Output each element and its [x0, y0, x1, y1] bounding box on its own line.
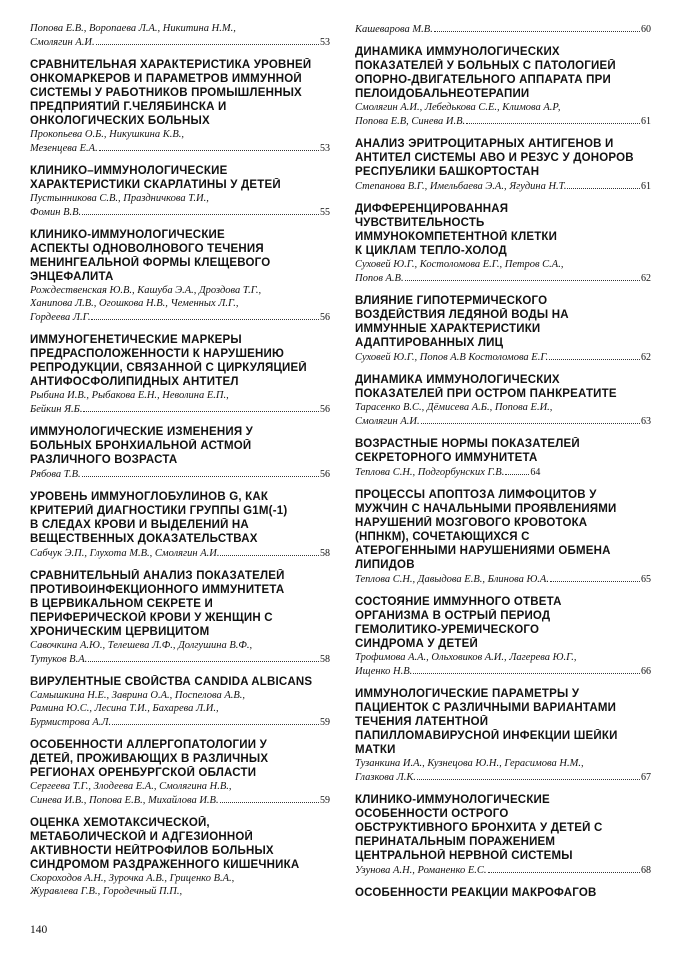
title-line: ДИНАМИКА ИММУНОЛОГИЧЕСКИХ [355, 374, 560, 386]
page-ref: 56 [320, 404, 330, 415]
title-line: ДИНАМИКА ИММУНОЛОГИЧЕСКИХ [355, 46, 560, 58]
title-line: АДАПТИРОВАННЫХ ЛИЦ [355, 337, 504, 349]
title-line: РАЗЛИЧНОГО ВОЗРАСТА [30, 454, 178, 466]
entry-authors [30, 639, 330, 666]
authors-page-line [30, 467, 330, 481]
title-line: ОНКОЛОГИЧЕСКИХ БОЛЬНЫХ [30, 115, 210, 127]
title-line: СРАВНИТЕЛЬНАЯ ХАРАКТЕРИСТИКА УРОВНЕЙ [30, 59, 312, 71]
page-ref: 60 [641, 24, 651, 35]
dot-leader [405, 271, 640, 281]
title-line: КЛИНИКО–ИММУНОЛОГИЧЕСКИЕ [30, 165, 228, 177]
authors-page-line [30, 310, 330, 324]
dot-leader [83, 402, 319, 412]
contents-entry [30, 569, 330, 666]
authors-line: Бурмистрова А.Л. [30, 717, 112, 728]
page-ref: 55 [320, 207, 330, 218]
title-line: ВЕЩЕСТВЕННЫХ ДОКАЗАТЕЛЬСТВАХ [30, 533, 258, 545]
title-line: УРОВЕНЬ ИММУНОГЛОБУЛИНОВ G, КАК [30, 491, 269, 503]
title-line: ПРОТИВОИНФЕКЦИОННОГО ИММУНИТЕТА [30, 584, 285, 596]
authors-line: Самышкина Н.Е., Заврина О.А., Поспелова А.В., [30, 690, 246, 701]
entry-title [30, 675, 330, 689]
title-line: ОПОРНО-ДВИГАТЕЛЬНОГО АППАРАТА ПРИ [355, 74, 611, 86]
page-ref: 58 [320, 654, 330, 665]
contents-entry [355, 437, 651, 479]
dot-leader [96, 35, 319, 45]
authors-line: Смолягин А.И. [355, 416, 420, 427]
authors-page-line [355, 770, 651, 784]
entry-authors [30, 780, 330, 807]
page-ref: 61 [641, 181, 651, 192]
entry-authors [30, 22, 330, 49]
title-line: АТЕРОГЕННЫМИ НАРУШЕНИЯМИ ОБМЕНА [355, 545, 611, 557]
authors-line: Суховей Ю.Г., Костоломова Е.Г., Петров С.А., [355, 259, 564, 270]
authors-page-line [30, 141, 330, 155]
contents-entry [355, 373, 651, 428]
contents-entry [30, 333, 330, 416]
entry-title [355, 793, 651, 863]
contents-entry [355, 488, 651, 586]
dot-leader [88, 652, 319, 662]
authors-page-line [355, 664, 651, 678]
entry-title [355, 202, 651, 258]
entry-authors [355, 651, 651, 678]
entry-authors [355, 350, 651, 364]
entry-authors [30, 467, 330, 481]
title-line: ОЦЕНКА ХЕМОТАКСИЧЕСКОЙ, [30, 817, 210, 829]
dot-leader [417, 770, 640, 780]
title-line: ИММУНОКОМПЕТЕНТНОЙ КЛЕТКИ [355, 231, 558, 243]
title-line: ЦЕНТРАЛЬНОЙ НЕРВНОЙ СИСТЕМЫ [355, 850, 573, 862]
contents-entry [30, 816, 330, 898]
page-ref: 64 [530, 467, 541, 478]
entry-title [355, 595, 651, 651]
title-line: АНТИТЕЛ СИСТЕМЫ АВО И РЕЗУС У ДОНОРОВ [355, 152, 634, 164]
contents-entry [355, 22, 651, 36]
authors-line: Прокопьева О.Б., Никушкина К.В., [30, 129, 185, 140]
dot-leader [99, 141, 319, 151]
title-line: В ЦЕРВИКАЛЬНОМ СЕКРЕТЕ И [30, 598, 213, 610]
dot-leader [91, 310, 319, 320]
page-ref: 65 [641, 574, 651, 585]
dot-leader [220, 546, 319, 556]
title-line: СИНДРОМОМ РАЗДРАЖЕННОГО КИШЕЧНИКА [30, 859, 300, 871]
contents-entry [30, 164, 330, 219]
entry-title [30, 425, 330, 467]
authors-line: Рождественская Ю.В., Кашуба Э.А., Дроздова Т.Г., [30, 285, 262, 296]
title-line: РЕСПУБЛИКИ БАШКОРТОСТАН [355, 166, 540, 178]
page-ref: 56 [320, 469, 330, 480]
entry-authors [355, 401, 651, 428]
title-line: ЛИПИДОВ [355, 559, 415, 571]
authors-line: Тутуков В.А. [30, 654, 88, 665]
dot-leader [220, 793, 319, 803]
authors-line: Ищенко Н.В. [355, 666, 413, 677]
title-line: ХАРАКТЕРИСТИКИ СКАРЛАТИНЫ У ДЕТЕЙ [30, 179, 281, 191]
title-line: ПРОЦЕССЫ АПОПТОЗА ЛИМФОЦИТОВ У [355, 489, 597, 501]
authors-line: Теплова С.Н., Подгорбунских Г.В. [355, 467, 505, 478]
contents-entry [30, 490, 330, 560]
title-line: ПЕРИНАТАЛЬНЫМ ПОРАЖЕНИЕМ [355, 836, 556, 848]
authors-page-line [355, 22, 651, 36]
title-line: ПАПИЛЛОМАВИРУСНОЙ ИНФЕКЦИИ ШЕЙКИ [355, 730, 618, 742]
authors-page-line [30, 793, 330, 807]
page-ref: 59 [320, 717, 330, 728]
title-line: МЕТАБОЛИЧЕСКОЙ И АДГЕЗИОННОЙ [30, 831, 254, 843]
dot-leader [466, 114, 640, 124]
authors-line: Рябова Т.В. [30, 469, 81, 480]
title-line: ПРЕДПРИЯТИЙ Г.ЧЕЛЯБИНСКА И [30, 101, 227, 113]
title-line: ВЛИЯНИЕ ГИПОТЕРМИЧЕСКОГО [355, 295, 548, 307]
entry-authors [355, 465, 651, 479]
title-line: ДЕТЕЙ, ПРОЖИВАЮЩИХ В РАЗЛИЧНЫХ [30, 753, 269, 765]
authors-page-line [355, 414, 651, 428]
title-line: ХРОНИЧЕСКИМ ЦЕРВИЦИТОМ [30, 626, 210, 638]
title-line: СОСТОЯНИЕ ИММУННОГО ОТВЕТА [355, 596, 562, 608]
authors-line: Тузанкина И.А., Кузнецова Ю.Н., Герасимова Н.М., [355, 758, 584, 769]
title-line: КРИТЕРИЙ ДИАГНОСТИКИ ГРУППЫ G1M(-1) [30, 505, 288, 517]
authors-line: Бейкин Я.Б. [30, 404, 83, 415]
entry-authors [30, 284, 330, 324]
authors-line: Попова Е.В, Синева И.В. [355, 116, 466, 127]
title-line: К ЦИКЛАМ ТЕПЛО-ХОЛОД [355, 245, 507, 257]
title-line: ГЕМОЛИТИКО-УРЕМИЧЕСКОГО [355, 624, 540, 636]
authors-line: Гордеева Л.Г. [30, 312, 91, 323]
authors-page-line [30, 402, 330, 416]
contents-entry [355, 687, 651, 784]
title-line: ПРЕДРАСПОЛОЖЕННОСТИ К НАРУШЕНИЮ [30, 348, 285, 360]
authors-page-line [355, 114, 651, 128]
title-line: ТЕЧЕНИЯ ЛАТЕНТНОЙ [355, 716, 489, 728]
dot-leader [549, 350, 640, 360]
authors-line: Фомин В.В. [30, 207, 82, 218]
title-line: АСПЕКТЫ ОДНОВОЛНОВОГО ТЕЧЕНИЯ [30, 243, 264, 255]
page-ref: 53 [320, 37, 330, 48]
authors-page-line [30, 35, 330, 49]
title-line: ОНКОМАРКЕРОВ И ПАРАМЕТРОВ ИММУННОЙ [30, 73, 302, 85]
authors-line: Скороходов А.Н., Зурочка А.В., Гриценко В.А., [30, 873, 235, 884]
authors-line: Попов А.В. [355, 273, 404, 284]
title-line: (НПНКМ), СОЧЕТАЮЩИХСЯ С [355, 531, 530, 543]
title-line: ОБСТРУКТИВНОГО БРОНХИТА У ДЕТЕЙ С [355, 822, 603, 834]
entry-title [355, 45, 651, 101]
page-ref: 66 [641, 666, 651, 677]
title-line: ВОЗРАСТНЫЕ НОРМЫ ПОКАЗАТЕЛЕЙ [355, 438, 580, 450]
title-line: РЕПРОДУКЦИИ, СВЯЗАННОЙ С ЦИРКУЛЯЦИЕЙ [30, 362, 307, 374]
entry-title [355, 687, 651, 757]
entry-title [30, 490, 330, 546]
contents-entry [30, 58, 330, 155]
page-ref: 61 [641, 116, 651, 127]
authors-page-line [355, 179, 651, 193]
title-line: ВОЗДЕЙСТВИЯ ЛЕДЯНОЙ ВОДЫ НА [355, 309, 569, 321]
contents-entry [30, 675, 330, 729]
entry-title [30, 333, 330, 389]
title-line: ПАЦИЕНТОК С РАЗЛИЧНЫМИ ВАРИАНТАМИ [355, 702, 617, 714]
authors-line: Сергеева Т.Г., Злодеева Е.А., Смолягина Н.В., [30, 781, 232, 792]
page-ref: 53 [320, 143, 330, 154]
contents-entry [355, 294, 651, 364]
title-line: СЕКРЕТОРНОГО ИММУНИТЕТА [355, 452, 538, 464]
page-ref: 63 [641, 416, 651, 427]
authors-page-line [30, 205, 330, 219]
entry-authors [355, 757, 651, 784]
title-line: АНТИФОСФОЛИПИДНЫХ АНТИТЕЛ [30, 376, 239, 388]
contents-entry [355, 137, 651, 193]
authors-line: Рамина Ю.С., Лесина Т.И., Бахарева Л.И., [30, 703, 219, 714]
authors-line: Савочкина А.Ю., Телешева Л.Ф., Долгушина В.Ф., [30, 640, 253, 651]
entry-authors [355, 258, 651, 285]
entry-title [355, 488, 651, 572]
authors-line: Смолягин А.И. [30, 37, 95, 48]
contents-entry [30, 22, 330, 49]
authors-page-line [30, 546, 330, 560]
entry-authors [30, 389, 330, 416]
entry-authors [355, 179, 651, 193]
page-number: 140 [30, 924, 48, 936]
authors-line: Кашеварова М.В. [355, 24, 433, 35]
title-line: ПЕЛОИДОБАЛЬНЕОТЕРАПИИ [355, 88, 530, 100]
title-line: ЭНЦЕФАЛИТА [30, 271, 114, 283]
entry-authors [30, 546, 330, 560]
authors-line: Пустынникова С.В., Праздничкова Т.И., [30, 193, 209, 204]
entry-authors [355, 101, 651, 128]
title-line: АКТИВНОСТИ НЕЙТРОФИЛОВ БОЛЬНЫХ [30, 845, 274, 857]
title-line: ПЕРИФЕРИЧЕСКОЙ КРОВИ У ЖЕНЩИН С [30, 612, 273, 624]
title-line: ПОКАЗАТЕЛЕЙ ПРИ ОСТРОМ ПАНКРЕАТИТЕ [355, 388, 617, 400]
dot-leader [505, 465, 529, 475]
authors-line: Попова Е.В., Воропаева Л.А., Никитина Н.М., [30, 23, 236, 34]
authors-page-line [355, 572, 651, 586]
authors-page-line [30, 715, 330, 729]
title-line: ИММУНОЛОГИЧЕСКИЕ ПАРАМЕТРЫ У [355, 688, 580, 700]
title-line: МЕНИНГЕАЛЬНОЙ ФОРМЫ КЛЕЩЕВОГО [30, 257, 271, 269]
contents-entry [355, 595, 651, 678]
page-ref: 56 [320, 312, 330, 323]
title-line: БОЛЬНЫХ БРОНХИАЛЬНОЙ АСТМОЙ [30, 440, 252, 452]
authors-line: Тарасенко В.С., Дёмисева А.Б., Попова Е.И., [355, 402, 553, 413]
left-column [30, 22, 330, 907]
page-ref: 59 [320, 795, 330, 806]
authors-page-line [355, 465, 651, 479]
title-line: ОСОБЕННОСТИ АЛЛЕРГОПАТОЛОГИИ У [30, 739, 267, 751]
title-line: МУЖЧИН С НАЧАЛЬНЫМИ ПРОЯВЛЕНИЯМИ [355, 503, 617, 515]
title-line: ПОКАЗАТЕЛЕЙ У БОЛЬНЫХ С ПАТОЛОГИЕЙ [355, 60, 616, 72]
entry-title [355, 294, 651, 350]
dot-leader [550, 572, 640, 582]
contents-entry [30, 738, 330, 807]
contents-entry [30, 425, 330, 481]
contents-entry [355, 202, 651, 285]
page-ref: 62 [641, 352, 651, 363]
dot-leader [421, 414, 640, 424]
dot-leader [567, 179, 640, 189]
entry-title [30, 569, 330, 639]
entry-title [30, 164, 330, 192]
entry-title [355, 137, 651, 179]
dot-leader [82, 467, 319, 477]
title-line: СРАВНИТЕЛЬНЫЙ АНАЛИЗ ПОКАЗАТЕЛЕЙ [30, 570, 285, 582]
title-line: КЛИНИКО-ИММУНОЛОГИЧЕСКИЕ [355, 794, 550, 806]
entry-authors [355, 22, 651, 36]
authors-line: Степанова В.Г., Имельбаева Э.А., Ягудина Н.Т. [355, 181, 567, 192]
entry-authors [30, 872, 330, 898]
contents-entry [355, 793, 651, 877]
title-line: ИММУНОГЕНЕТИЧЕСКИЕ МАРКЕРЫ [30, 334, 242, 346]
page-ref: 68 [641, 865, 651, 876]
authors-line: Ханипова Л.В., Огошкова Н.В., Чеменных Л.Г., [30, 298, 239, 309]
page-ref: 67 [641, 772, 651, 783]
title-line: ЧУВСТВИТЕЛЬНОСТЬ [355, 217, 485, 229]
title-line: МАТКИ [355, 744, 396, 756]
authors-line: Теплова С.Н., Давыдова Е.В., Блинова Ю.А. [355, 574, 549, 585]
page-ref: 58 [320, 548, 330, 559]
entry-authors [30, 192, 330, 219]
dot-leader [112, 715, 319, 725]
entry-title [30, 58, 330, 128]
title-line: СИСТЕМЫ У РАБОТНИКОВ ПРОМЫШЛЕННЫХ [30, 87, 302, 99]
entry-title [30, 738, 330, 780]
contents-entry [355, 45, 651, 128]
title-line: ОСОБЕННОСТИ ОСТРОГО [355, 808, 509, 820]
entry-authors [30, 689, 330, 729]
entry-title [30, 228, 330, 284]
authors-page-line [355, 350, 651, 364]
entry-authors [30, 128, 330, 155]
authors-line: Глазкова Л.К. [355, 772, 416, 783]
entry-authors [355, 863, 651, 877]
title-line: ИММУНОЛОГИЧЕСКИЕ ИЗМЕНЕНИЯ У [30, 426, 254, 438]
authors-line: Смолягин А.И., Лебедькова С.Е., Климова А.Р, [355, 102, 561, 113]
authors-line: Сабчук Э.П., Глухота М.В., Смолягин А.И. [30, 548, 220, 559]
entry-authors [355, 572, 651, 586]
authors-line: Узунова А.Н., Романенко Е.С. [355, 865, 487, 876]
title-line: СИНДРОМА У ДЕТЕЙ [355, 638, 478, 650]
entry-title [30, 816, 330, 872]
contents-entry [355, 886, 651, 900]
dot-leader [413, 664, 640, 674]
authors-page-line [355, 863, 651, 877]
title-line: ИММУННЫЕ ХАРАКТЕРИСТИКИ [355, 323, 541, 335]
entry-title [355, 437, 651, 465]
entry-title [355, 886, 651, 900]
entry-title [355, 373, 651, 401]
title-line: ОСОБЕННОСТИ РЕАКЦИИ МАКРОФАГОВ [355, 887, 597, 899]
authors-page-line [30, 652, 330, 666]
dot-leader [82, 205, 319, 215]
title-line: В СЛЕДАХ КРОВИ И ВЫДЕЛЕНИЙ НА [30, 519, 249, 531]
right-column [355, 22, 651, 909]
authors-page-line [355, 271, 651, 285]
title-line: КЛИНИКО-ИММУНОЛОГИЧЕСКИЕ [30, 229, 225, 241]
dot-leader [434, 22, 640, 32]
title-line: ВИРУЛЕНТНЫЕ СВОЙСТВА CANDIDA ALBICANS [30, 676, 313, 688]
authors-line: Мезенцева Е.А. [30, 143, 98, 154]
title-line: ДИФФЕРЕНЦИРОВАННАЯ [355, 203, 509, 215]
title-line: РЕГИОНАХ ОРЕНБУРГСКОЙ ОБЛАСТИ [30, 767, 257, 779]
authors-line: Журавлева Г.В., Городечный П.П., [30, 886, 183, 897]
contents-entry [30, 228, 330, 324]
authors-line: Синева И.В., Попова Е.В., Михайлова И.В. [30, 795, 219, 806]
page-ref: 62 [641, 273, 651, 284]
authors-line: Трофимова А.А., Ольховиков А.И., Лагерева Ю.Г., [355, 652, 577, 663]
dot-leader [488, 863, 640, 873]
title-line: НАРУШЕНИЙ МОЗГОВОГО КРОВОТОКА [355, 517, 588, 529]
title-line: АНАЛИЗ ЭРИТРОЦИТАРНЫХ АНТИГЕНОВ И [355, 138, 614, 150]
authors-line: Суховей Ю.Г., Попов А.В Костоломова Е.Г. [355, 352, 549, 363]
authors-line: Рыбина И.В., Рыбакова Е.Н., Неволина Е.П., [30, 390, 229, 401]
title-line: ОРГАНИЗМА В ОСТРЫЙ ПЕРИОД [355, 610, 551, 622]
